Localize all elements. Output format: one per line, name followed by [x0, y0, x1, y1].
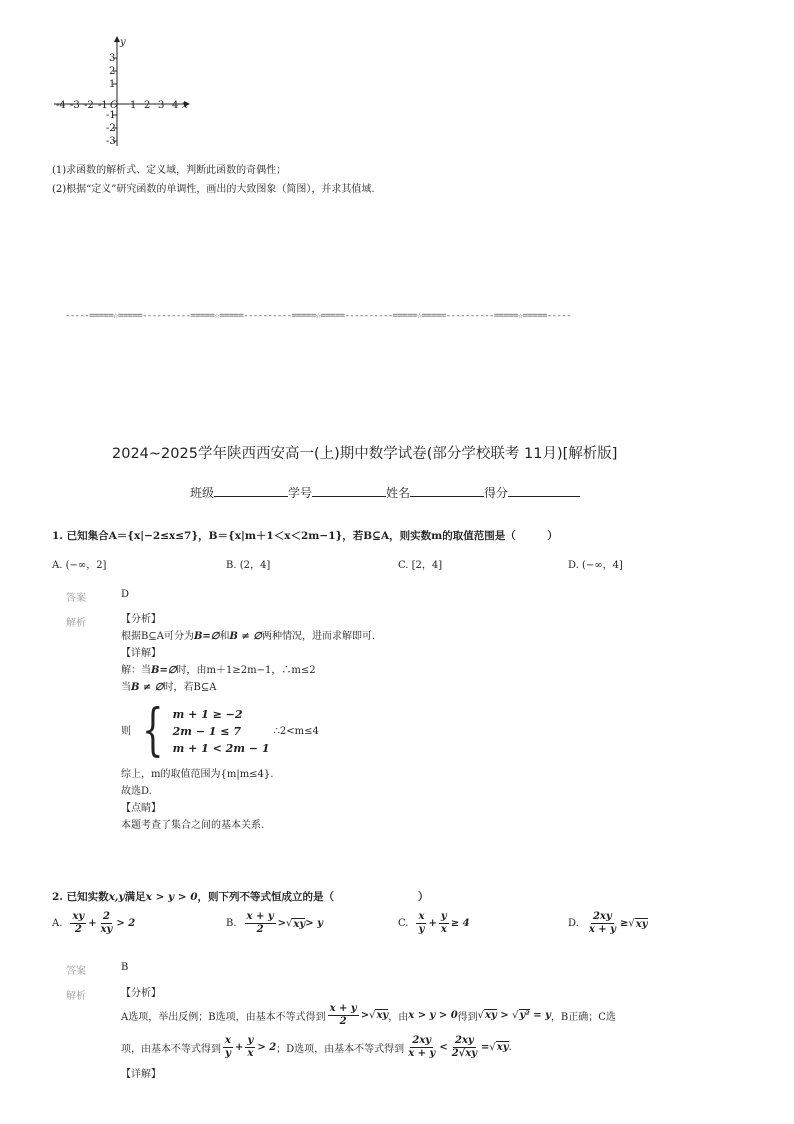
x-tick: -4: [56, 100, 66, 111]
q2-analysis-label: 解析: [66, 991, 86, 1002]
section-divider: -----=====☆=====----------=====☆=====----------=====☆=====----------=====☆=====----------=====☆=====-----: [65, 311, 571, 321]
sys-eq-2: 2m − 1 ≤ 7: [172, 724, 241, 738]
q2-fenxi-heading: 【分析】: [121, 988, 161, 999]
q1-solution: [121, 611, 375, 834]
q1-fenxi-heading: 【分析】: [121, 614, 161, 625]
page-title: 2024~2025学年陕西西安高一(上)期中数学试卷(部分学校联考 11月)[解析版]: [112, 446, 618, 462]
q1-answer-label: 答案: [66, 593, 86, 604]
origin-label: O: [110, 100, 119, 111]
q1-system: 则 { m + 1 ≥ −2 2m − 1 ≤ 7 m + 1 < 2m − 1 ∴2<m≤4: [121, 698, 319, 763]
q1-option-c: C. [2，4]: [398, 560, 443, 571]
q2-option-d: D. $\frac{2xy}{x + y}$ ≥ √ xy: [568, 911, 648, 935]
y-tick: 1: [109, 79, 116, 90]
y-tick: -3: [106, 136, 116, 147]
prev-question-part2: (2)根据“定义”研究函数的单调性，画出的大致图象（简图），并求其值域.: [52, 184, 375, 195]
q2-answer-label: 答案: [66, 966, 86, 977]
sys-result: ∴2<m≤4: [273, 725, 319, 737]
x-tick: 4: [172, 100, 179, 111]
prev-question-part1: (1)求函数的解析式、定义域，判断此函数的奇偶性；: [52, 165, 287, 176]
score-field[interactable]: [508, 496, 580, 497]
q1-summary: 综上，m的取值范围为{m|m≤4}.: [121, 769, 274, 780]
q1-choose: 故选D.: [121, 786, 152, 797]
sys-eq-3: m + 1 < 2m − 1: [172, 741, 270, 755]
q2-answer: B: [121, 962, 129, 973]
q2-option-b: B. $\frac{x + y}{2}$ > √ xy > y: [226, 911, 323, 935]
x-tick: -2: [84, 100, 94, 111]
coordinate-axes-figure: [50, 34, 200, 152]
class-label: 班级: [190, 486, 215, 500]
q2-option-a: A. $\frac{xy}{2}$ + $\frac{2}{xy}$ > 2: [52, 911, 136, 935]
q1-line1: 解：当B=∅时，由m＋1≥2m−1，∴m≤2: [121, 665, 316, 676]
q2-analysis-line1: A选项，举出反例；B选项，由基本不等式得到 $\frac{x + y}{2}$ > √ xy ，由 x > y > 0 得到 √ xy > √ y² = y ，B正确；C选: [121, 1002, 616, 1027]
x-tick: 3: [158, 100, 165, 111]
x-tick: -1: [98, 100, 108, 111]
q1-xiangjie-heading: 【详解】: [121, 648, 161, 659]
q2-stem: 2. 已知实数x,y满足x > y > 0，则下列不等式恒成立的是（ ）: [52, 891, 429, 903]
q1-option-b: B. (2，4]: [226, 560, 271, 571]
y-tick: 2: [109, 66, 116, 77]
q1-line2: 当B ≠ ∅时，若B⊆A: [121, 682, 217, 693]
sys-eq-1: m + 1 ≥ −2: [172, 707, 243, 721]
q2-option-c: C. $\frac{x}{y}$ + $\frac{y}{x}$ ≥ 4: [398, 911, 470, 935]
x-tick: 2: [144, 100, 151, 111]
q1-analysis-label: 解析: [66, 618, 86, 629]
student-info-line: [190, 484, 580, 501]
name-label: 姓名: [386, 486, 411, 500]
q2-xiangjie-heading: 【详解】: [121, 1069, 161, 1080]
q2-analysis-line2: 项，由基本不等式得到 $\frac{x}{y}$ + $\frac{y}{x}$ > 2 ；D选项，由基本不等式得到 $\frac{2xy}{x + y}$ < $\frac{2xy}{2√xy}$ = √ xy .: [121, 1034, 512, 1059]
y-tick: -1: [106, 110, 116, 121]
x-tick: -3: [70, 100, 80, 111]
score-label: 得分: [484, 486, 509, 500]
student-id-field[interactable]: [312, 496, 386, 497]
q1-stem: 1. 已知集合A＝{x|−2≤x≤7}，B＝{x|m＋1＜x＜2m−1}，若B⊆A，则实数m的取值范围是（ ）: [52, 530, 558, 542]
student-id-label: 学号: [288, 486, 313, 500]
q1-fenxi-text: 根据B⊆A可分为B=∅和B ≠ ∅两种情况，进而求解即可.: [121, 631, 376, 642]
q1-dianjing-text: 本题考查了集合之间的基本关系.: [121, 820, 265, 831]
brace: {: [142, 698, 164, 763]
q1-option-d: D. (−∞，4]: [568, 560, 623, 571]
y-tick: 3: [109, 53, 116, 64]
class-field[interactable]: [214, 496, 288, 497]
q1-dianjing-heading: 【点睛】: [121, 803, 161, 814]
x-tick: 1: [130, 100, 137, 111]
x-axis-label: x: [182, 100, 188, 111]
y-tick: -2: [106, 123, 116, 134]
q1-option-a: A. (−∞，2]: [52, 560, 107, 571]
name-field[interactable]: [410, 496, 484, 497]
y-axis-label: y: [120, 37, 126, 48]
q1-answer: D: [121, 589, 130, 600]
